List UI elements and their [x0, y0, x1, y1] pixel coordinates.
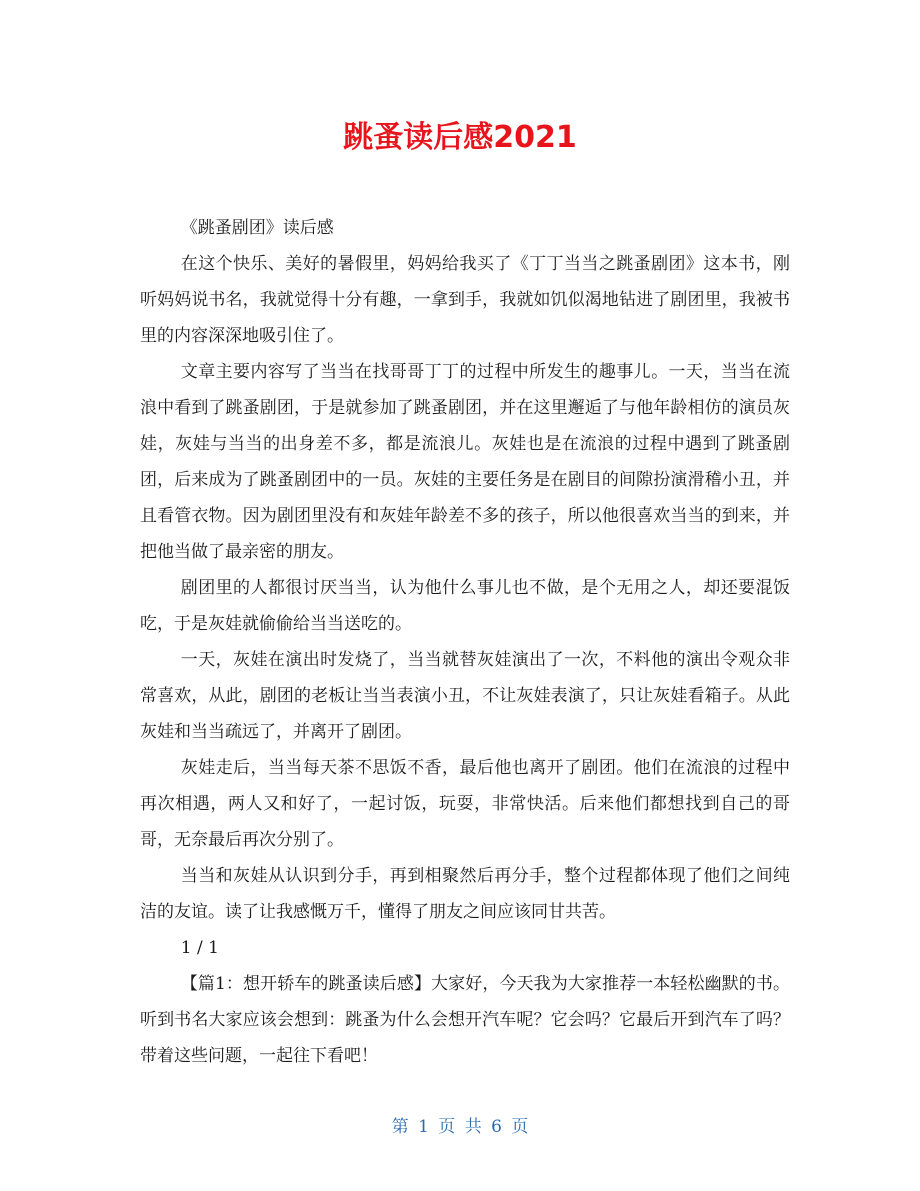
- document-title: 跳蚤读后感2021: [343, 120, 577, 155]
- paragraph: 文章主要内容写了当当在找哥哥丁丁的过程中所发生的趣事儿。一天，当当在流浪中看到了跳蚤剧团，于是就参加了跳蚤剧团，并在这里邂逅了与他年龄相仿的演员灰娃，灰娃与当当的出身差不多，都是流浪儿。灰娃也是在流浪的过程中遇到了跳蚤剧团，后来成为了跳蚤剧团中的一员。灰娃的主要任务是在剧目的间隙扮演滑稽小丑，并且看管衣物。因为剧团里没有和灰娃年龄差不多的孩子，所以他很喜欢当当的到来，并把他当做了最亲密的朋友。: [140, 362, 790, 562]
- paragraph: 一天，灰娃在演出时发烧了，当当就替灰娃演出了一次，不料他的演出令观众非常喜欢，从此，剧团的老板让当当表演小丑，不让灰娃表演了，只让灰娃看箱子。从此灰娃和当当疏远了，并离开了剧团。: [140, 650, 790, 742]
- paragraph: 【篇1：想开轿车的跳蚤读后感】大家好，今天我为大家推荐一本轻松幽默的书。听到书名大家应该会想到：跳蚤为什么会想开汽车呢？它会吗？它最后开到汽车了吗？带着这些问题，一起往下看吧！: [140, 974, 790, 1066]
- paragraph-heading: 《跳蚤剧团》读后感: [180, 218, 334, 238]
- page-footer: 第 1 页 共 6 页: [391, 1117, 529, 1137]
- document-body: [140, 210, 790, 1074]
- paragraph: 在这个快乐、美好的暑假里，妈妈给我买了《丁丁当当之跳蚤剧团》这本书，刚听妈妈说书名，我就觉得十分有趣，一拿到手，我就如饥似渴地钻进了剧团里，我被书里的内容深深地吸引住了。: [140, 254, 790, 346]
- page-fraction: 1 / 1: [180, 938, 219, 958]
- paragraph: 灰娃走后，当当每天茶不思饭不香，最后他也离开了剧团。他们在流浪的过程中再次相遇，两人又和好了，一起讨饭，玩耍，非常快活。后来他们都想找到自己的哥哥，无奈最后再次分别了。: [140, 758, 790, 850]
- paragraph: 剧团里的人都很讨厌当当，认为他什么事儿也不做，是个无用之人，却还要混饭吃，于是灰娃就偷偷给当当送吃的。: [140, 578, 790, 634]
- paragraph: 当当和灰娃从认识到分手，再到相聚然后再分手，整个过程都体现了他们之间纯洁的友谊。读了让我感慨万千，懂得了朋友之间应该同甘共苦。: [140, 866, 790, 922]
